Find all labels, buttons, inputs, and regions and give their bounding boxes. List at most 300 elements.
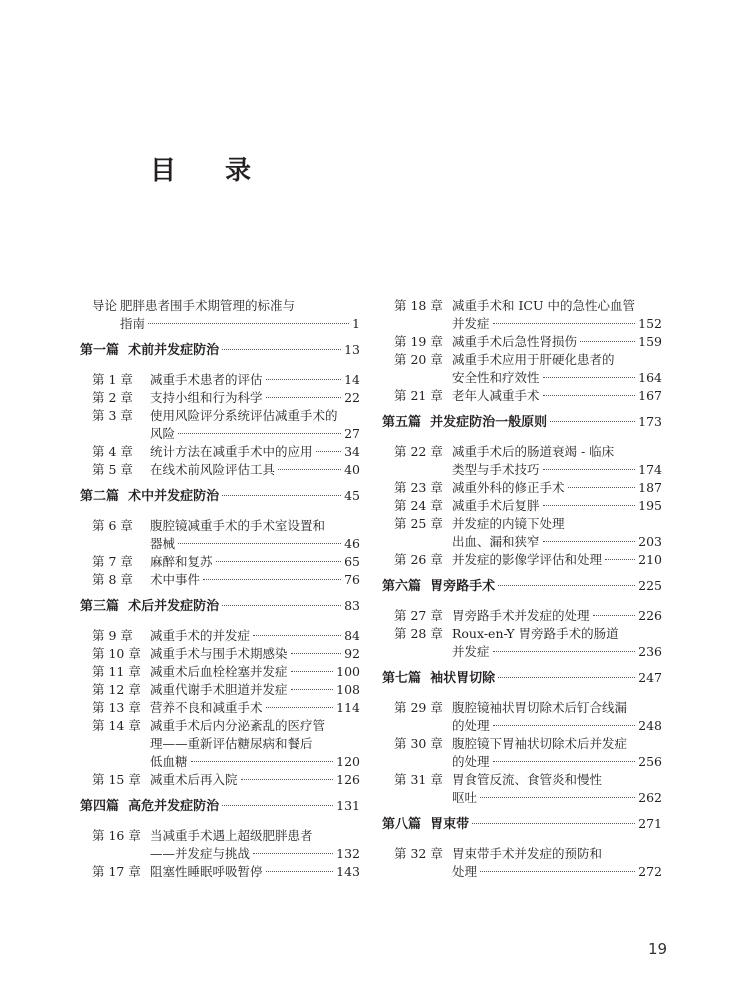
toc-line <box>452 771 662 789</box>
chapter-title <box>452 735 662 771</box>
toc-page-number: 46 <box>344 536 360 551</box>
chapter-label: 第 4 章 <box>92 444 133 459</box>
dot-leader <box>222 805 333 806</box>
toc-page-number: 272 <box>638 864 662 879</box>
dot-leader <box>291 653 342 654</box>
chapter-label: 第 23 章 <box>394 480 443 495</box>
chapter-title-line: 营养不良和减重手术 <box>150 700 263 715</box>
part-title: 胃旁路手术 <box>430 579 496 594</box>
chapter-title-line: 胃束带手术并发症的预防和 <box>452 846 603 861</box>
page-number: 19 <box>648 940 668 958</box>
toc-page-number: 65 <box>344 554 360 569</box>
chapter-title <box>452 297 662 333</box>
toc-line <box>452 845 662 863</box>
toc-line <box>150 699 360 717</box>
toc-left-column <box>80 297 360 881</box>
page-title: 目 录 <box>150 156 272 186</box>
toc-line <box>150 645 360 663</box>
toc-page-number: 1 <box>352 316 360 331</box>
dot-leader <box>278 469 341 470</box>
chapter-label: 第 22 章 <box>394 444 443 459</box>
toc-page-number: 45 <box>344 488 360 503</box>
chapter-title-line: 阻塞性睡眠呼吸暂停 <box>150 864 263 879</box>
chapter-title <box>150 517 360 553</box>
chapter-title-line: 减重术后再入院 <box>150 772 238 787</box>
toc-chapter-entry[interactable] <box>382 297 662 333</box>
toc-chapter-entry[interactable] <box>382 387 662 405</box>
chapter-title-line: 减重手术应用于肝硬化患者的 <box>452 352 615 367</box>
toc-page-number: 195 <box>638 498 662 513</box>
chapter-label: 第 25 章 <box>394 516 443 531</box>
chapter-label: 第 6 章 <box>92 518 133 533</box>
dot-leader <box>493 761 636 762</box>
toc-page-number: 22 <box>344 390 360 405</box>
toc-chapter-entry[interactable] <box>80 461 360 479</box>
toc-chapter-entry[interactable] <box>382 625 662 661</box>
chapter-title-line: 减重手术患者的评估 <box>150 372 263 387</box>
chapter-title <box>150 699 360 717</box>
toc-line <box>80 341 360 361</box>
chapter-title <box>150 389 360 407</box>
toc-part-heading[interactable] <box>80 487 360 507</box>
chapter-title-line: 腹腔镜袖状胃切除术后钉合线漏 <box>452 700 628 715</box>
chapter-label: 第 5 章 <box>92 462 133 477</box>
toc-page-number: 167 <box>638 388 662 403</box>
chapter-title <box>452 771 662 807</box>
toc-line <box>150 735 360 753</box>
chapter-title <box>150 407 360 443</box>
toc-line <box>80 487 360 507</box>
chapter-title <box>452 443 662 479</box>
toc-line <box>452 863 662 881</box>
toc-line <box>150 443 360 461</box>
part-title: 术前并发症防治 <box>128 343 220 358</box>
toc-chapter-entry[interactable] <box>382 333 662 351</box>
dot-leader <box>178 433 341 434</box>
part-label: 第一篇 <box>80 343 120 358</box>
toc-line <box>452 753 662 771</box>
chapter-title-line: ——并发症与挑战 <box>150 846 251 861</box>
chapter-title-line: 在线术前风险评估工具 <box>150 462 276 477</box>
toc-chapter-entry[interactable] <box>80 771 360 789</box>
chapter-label: 第 20 章 <box>394 352 443 367</box>
dot-leader <box>498 585 635 586</box>
toc-page-number: 143 <box>336 864 360 879</box>
chapter-title-line: 统计方法在减重手术中的应用 <box>150 444 313 459</box>
chapter-label: 第 1 章 <box>92 372 133 387</box>
chapter-title-line: 并发症 <box>452 316 490 331</box>
toc-page-number: 108 <box>336 682 360 697</box>
toc-chapter-entry[interactable] <box>382 443 662 479</box>
chapter-label: 第 8 章 <box>92 572 133 587</box>
dot-leader <box>472 823 635 824</box>
toc-page-number: 84 <box>344 628 360 643</box>
toc-line <box>452 479 662 497</box>
toc-chapter-entry[interactable] <box>80 863 360 881</box>
chapter-title <box>452 479 662 497</box>
chapter-title <box>452 845 662 881</box>
toc-chapter-entry[interactable] <box>382 699 662 735</box>
toc-chapter-entry[interactable] <box>80 645 360 663</box>
toc-line <box>452 497 662 515</box>
chapter-title-line: 使用风险评分系统评估减重手术的 <box>150 408 338 423</box>
chapter-title <box>150 663 360 681</box>
dot-leader <box>543 377 636 378</box>
toc-page-number: 13 <box>344 342 360 357</box>
chapter-title <box>452 515 662 551</box>
toc-line <box>150 845 360 863</box>
toc-line <box>80 597 360 617</box>
toc-page-number: 40 <box>344 462 360 477</box>
chapter-label: 第 19 章 <box>394 334 443 349</box>
chapter-title <box>150 771 360 789</box>
chapter-label: 导论 <box>92 298 118 313</box>
toc-line <box>452 607 662 625</box>
toc-page-number: 247 <box>638 670 662 685</box>
toc-page-number: 34 <box>344 444 360 459</box>
toc-page-number: 225 <box>638 578 662 593</box>
toc-line <box>452 699 662 717</box>
dot-leader <box>266 871 334 872</box>
toc-chapter-entry[interactable] <box>80 407 360 443</box>
chapter-title-line: 类型与手术技巧 <box>452 462 540 477</box>
chapter-label: 第 30 章 <box>394 736 443 751</box>
chapter-title-line: 腹腔镜下胃袖状切除术后并发症 <box>452 736 628 751</box>
toc-line <box>452 735 662 753</box>
toc-chapter-entry[interactable] <box>382 515 662 551</box>
chapter-label: 第 12 章 <box>92 682 141 697</box>
toc-line <box>452 643 662 661</box>
chapter-label: 第 3 章 <box>92 408 133 423</box>
part-label: 第五篇 <box>382 415 422 430</box>
chapter-title <box>150 571 360 589</box>
chapter-title-line: 理——重新评估糖尿病和餐后 <box>150 736 313 751</box>
chapter-title-line: Roux-en-Y 胃旁路手术的肠道 <box>452 626 619 641</box>
dot-leader <box>543 541 636 542</box>
chapter-title-line: 并发症 <box>452 644 490 659</box>
chapter-title <box>150 443 360 461</box>
chapter-title-line: 当减重手术遇上超级肥胖患者 <box>150 828 313 843</box>
toc-line <box>150 771 360 789</box>
chapter-label: 第 21 章 <box>394 388 443 403</box>
toc-line <box>150 863 360 881</box>
chapter-label: 第 32 章 <box>394 846 443 861</box>
toc-line <box>452 625 662 643</box>
chapter-title-line: 呕吐 <box>452 790 478 805</box>
toc-page-number: 173 <box>638 414 662 429</box>
dot-leader <box>216 561 342 562</box>
chapter-label: 第 29 章 <box>394 700 443 715</box>
dot-leader <box>266 379 342 380</box>
chapter-title <box>452 607 662 625</box>
dot-leader <box>568 487 636 488</box>
chapter-label: 第 24 章 <box>394 498 443 513</box>
chapter-title-line: 并发症的影像学评估和处理 <box>452 552 603 567</box>
dot-leader <box>543 395 636 396</box>
chapter-label: 第 10 章 <box>92 646 141 661</box>
toc-page-number: 256 <box>638 754 662 769</box>
chapter-title-line: 器械 <box>150 536 176 551</box>
toc-line <box>452 515 662 533</box>
toc-line <box>452 351 662 369</box>
toc-chapter-entry[interactable] <box>80 443 360 461</box>
part-label: 第四篇 <box>80 799 120 814</box>
chapter-title-line: 低血糖 <box>150 754 188 769</box>
chapter-label: 第 9 章 <box>92 628 133 643</box>
chapter-title-line: 的处理 <box>452 718 490 733</box>
toc-line <box>452 387 662 405</box>
toc-line <box>452 789 662 807</box>
chapter-title <box>452 625 662 661</box>
chapter-title <box>150 827 360 863</box>
toc-page-number: 92 <box>344 646 360 661</box>
toc-chapter-entry[interactable] <box>80 389 360 407</box>
toc-page-number: 120 <box>336 754 360 769</box>
dot-leader <box>543 505 636 506</box>
toc-chapter-entry[interactable] <box>382 607 662 625</box>
chapter-label: 第 27 章 <box>394 608 443 623</box>
toc-chapter-entry[interactable] <box>382 497 662 515</box>
chapter-title-line: 减重术后血栓栓塞并发症 <box>150 664 288 679</box>
dot-leader <box>291 689 334 690</box>
chapter-title-line: 减重手术后内分泌紊乱的医疗管 <box>150 718 326 733</box>
toc-line <box>452 297 662 315</box>
dot-leader <box>266 397 342 398</box>
chapter-label: 第 13 章 <box>92 700 141 715</box>
toc-part-heading[interactable] <box>382 669 662 689</box>
toc-chapter-entry[interactable] <box>80 717 360 771</box>
toc-part-heading[interactable] <box>80 597 360 617</box>
dot-leader <box>222 349 341 350</box>
toc-page-number: 226 <box>638 608 662 623</box>
chapter-title-line: 麻醉和复苏 <box>150 554 213 569</box>
dot-leader <box>543 469 636 470</box>
toc-line <box>150 425 360 443</box>
chapter-label: 第 15 章 <box>92 772 141 787</box>
toc-part-heading[interactable] <box>80 341 360 361</box>
dot-leader <box>498 677 635 678</box>
dot-leader <box>493 323 636 324</box>
chapter-title <box>150 681 360 699</box>
toc-line <box>150 753 360 771</box>
part-title: 并发症防治一般原则 <box>430 415 548 430</box>
toc-line <box>150 517 360 535</box>
dot-leader <box>253 635 341 636</box>
toc-line <box>80 797 360 817</box>
chapter-title-line: 老年人减重手术 <box>452 388 540 403</box>
toc-chapter-entry[interactable] <box>80 517 360 553</box>
toc-line <box>150 827 360 845</box>
toc-line <box>382 815 662 835</box>
toc-line <box>150 681 360 699</box>
chapter-title-line: 指南 <box>120 316 146 331</box>
toc-chapter-entry[interactable] <box>80 627 360 645</box>
toc-page-number: 114 <box>336 700 360 715</box>
toc-line <box>452 315 662 333</box>
toc-line <box>150 571 360 589</box>
toc-part-heading[interactable] <box>382 577 662 597</box>
toc-line <box>150 663 360 681</box>
chapter-label: 第 14 章 <box>92 718 141 733</box>
toc-chapter-entry[interactable] <box>80 663 360 681</box>
chapter-title-line: 减重手术后的肠道衰竭 - 临床 <box>452 444 615 459</box>
toc-page-number: 262 <box>638 790 662 805</box>
toc-page-number: 236 <box>638 644 662 659</box>
dot-leader <box>580 341 635 342</box>
toc-line <box>120 315 360 333</box>
toc-part-heading[interactable] <box>382 815 662 835</box>
toc-intro-entry[interactable] <box>80 297 360 333</box>
dot-leader <box>291 671 334 672</box>
toc-page-number: 100 <box>336 664 360 679</box>
toc-line <box>452 443 662 461</box>
part-label: 第七篇 <box>382 671 422 686</box>
dot-leader <box>480 797 635 798</box>
toc-line <box>452 551 662 569</box>
chapter-title-line: 术中事件 <box>150 572 201 587</box>
part-label: 第三篇 <box>80 599 120 614</box>
part-title: 术中并发症防治 <box>128 489 220 504</box>
part-label: 第八篇 <box>382 817 422 832</box>
chapter-title-line: 腹腔镜减重手术的手术室设置和 <box>150 518 326 533</box>
chapter-label: 第 28 章 <box>394 626 443 641</box>
chapter-label: 第 26 章 <box>394 552 443 567</box>
chapter-title-line: 并发症的内镜下处理 <box>452 516 565 531</box>
chapter-title-line: 出血、漏和狭窄 <box>452 534 540 549</box>
toc-line <box>452 333 662 351</box>
toc-chapter-entry[interactable] <box>80 681 360 699</box>
toc-right-column <box>382 297 662 881</box>
chapter-title <box>452 497 662 515</box>
chapter-title-line: 处理 <box>452 864 478 879</box>
toc-chapter-entry[interactable] <box>80 571 360 589</box>
dot-leader <box>222 495 341 496</box>
toc-page-number: 14 <box>344 372 360 387</box>
chapter-title <box>452 551 662 569</box>
part-title: 高危并发症防治 <box>128 799 220 814</box>
part-title: 胃束带 <box>430 817 470 832</box>
chapter-title <box>150 553 360 571</box>
part-title: 袖状胃切除 <box>430 671 496 686</box>
chapter-title-line: 的处理 <box>452 754 490 769</box>
chapter-label: 第 7 章 <box>92 554 133 569</box>
part-label: 第六篇 <box>382 579 422 594</box>
toc-chapter-entry[interactable] <box>80 553 360 571</box>
chapter-title-line: 减重手术的并发症 <box>150 628 251 643</box>
toc-chapter-entry[interactable] <box>382 479 662 497</box>
toc-line <box>150 627 360 645</box>
toc-page-number: 27 <box>344 426 360 441</box>
chapter-title-line: 减重代谢手术胆道并发症 <box>150 682 288 697</box>
chapter-label: 第 18 章 <box>394 298 443 313</box>
toc-line <box>452 369 662 387</box>
toc-page-number: 131 <box>336 798 360 813</box>
toc-chapter-entry[interactable] <box>382 551 662 569</box>
toc-part-heading[interactable] <box>80 797 360 817</box>
chapter-title-line: 减重手术与围手术期感染 <box>150 646 288 661</box>
part-title: 术后并发症防治 <box>128 599 220 614</box>
dot-leader <box>316 451 342 452</box>
toc-line <box>150 389 360 407</box>
toc-page-number: 132 <box>336 846 360 861</box>
chapter-title <box>120 297 360 333</box>
toc-line <box>452 461 662 479</box>
toc-chapter-entry[interactable] <box>80 827 360 863</box>
toc-chapter-entry[interactable] <box>80 699 360 717</box>
dot-leader <box>266 707 334 708</box>
chapter-title <box>150 863 360 881</box>
dot-leader <box>493 725 636 726</box>
toc-line <box>452 717 662 735</box>
toc-chapter-entry[interactable] <box>80 371 360 389</box>
chapter-title <box>150 371 360 389</box>
toc-line <box>452 533 662 551</box>
chapter-title-line: 减重手术和 ICU 中的急性心血管 <box>452 298 635 313</box>
dot-leader <box>253 853 333 854</box>
chapter-title-line: 减重手术后复胖 <box>452 498 540 513</box>
toc-page-number: 187 <box>638 480 662 495</box>
toc-page-number: 271 <box>638 816 662 831</box>
toc-line <box>382 669 662 689</box>
toc-line <box>150 461 360 479</box>
toc-line <box>120 297 360 315</box>
chapter-title <box>150 717 360 771</box>
part-label: 第二篇 <box>80 489 120 504</box>
chapter-label: 第 11 章 <box>92 664 141 679</box>
chapter-title-line: 支持小组和行为科学 <box>150 390 263 405</box>
toc-chapter-entry[interactable] <box>382 845 662 881</box>
dot-leader <box>203 579 341 580</box>
chapter-title-line: 减重手术后急性肾损伤 <box>452 334 578 349</box>
toc-part-heading[interactable] <box>382 413 662 433</box>
toc-page-number: 210 <box>638 552 662 567</box>
chapter-title <box>452 387 662 405</box>
toc-chapter-entry[interactable] <box>382 735 662 771</box>
toc-line <box>150 371 360 389</box>
toc-line <box>150 553 360 571</box>
chapter-title-line: 肥胖患者围手术期管理的标准与 <box>120 298 296 313</box>
chapter-title <box>150 627 360 645</box>
toc-line <box>150 407 360 425</box>
dot-leader <box>148 323 349 324</box>
dot-leader <box>178 543 341 544</box>
toc-page-number: 174 <box>638 462 662 477</box>
dot-leader <box>493 651 636 652</box>
toc-page-number: 126 <box>336 772 360 787</box>
toc-chapter-entry[interactable] <box>382 771 662 807</box>
chapter-title-line: 胃食管反流、食管炎和慢性 <box>452 772 603 787</box>
chapter-title-line: 胃旁路手术并发症的处理 <box>452 608 590 623</box>
toc-page-number: 76 <box>344 572 360 587</box>
dot-leader <box>593 615 636 616</box>
toc-page-number: 152 <box>638 316 662 331</box>
chapter-label: 第 31 章 <box>394 772 443 787</box>
chapter-label: 第 16 章 <box>92 828 141 843</box>
toc-chapter-entry[interactable] <box>382 351 662 387</box>
toc-page-number: 83 <box>344 598 360 613</box>
chapter-title <box>150 461 360 479</box>
chapter-title <box>452 351 662 387</box>
toc-line <box>382 413 662 433</box>
dot-leader <box>550 421 635 422</box>
dot-leader <box>480 871 635 872</box>
toc-line <box>382 577 662 597</box>
toc-line <box>150 717 360 735</box>
chapter-title-line: 风险 <box>150 426 176 441</box>
toc-page-number: 159 <box>638 334 662 349</box>
toc-line <box>150 535 360 553</box>
chapter-title-line: 安全性和疗效性 <box>452 370 540 385</box>
